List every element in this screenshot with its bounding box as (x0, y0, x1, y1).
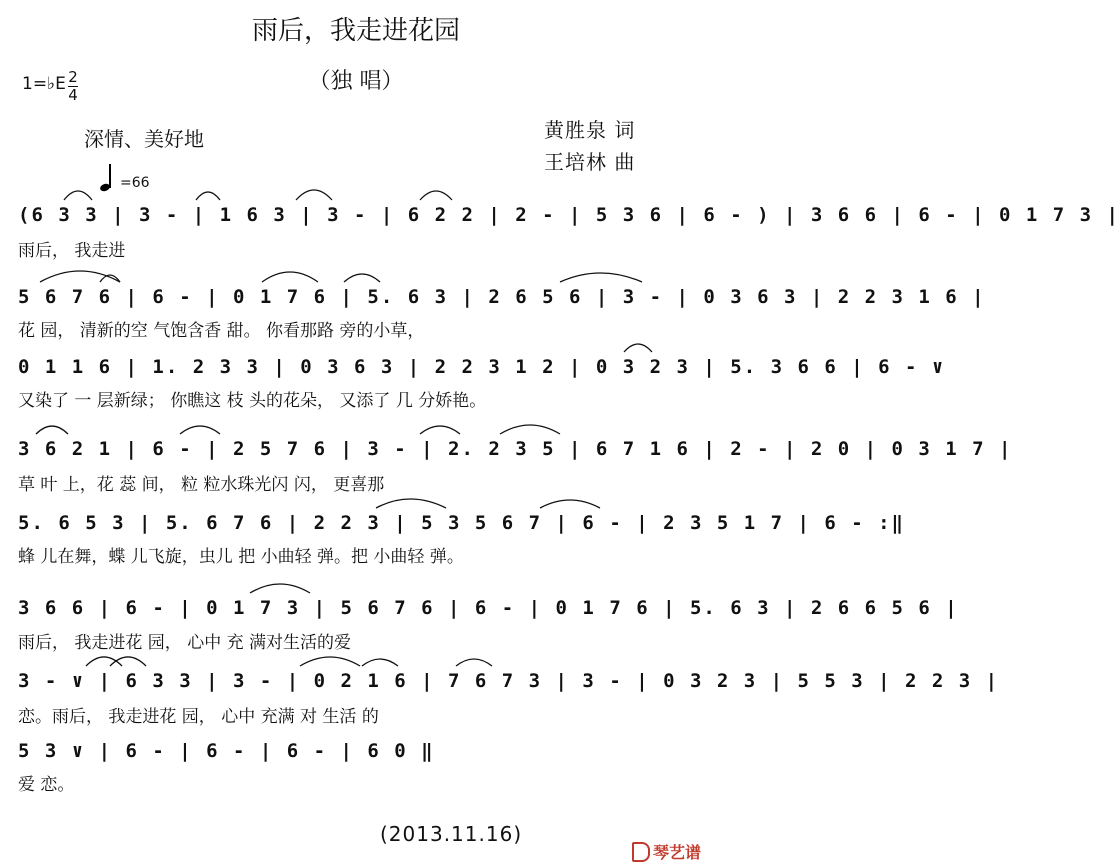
score-line-7-music: 3 - ∨ | 6 3 3 | 3 - | 0 2 1 6 | 7 6 7 3 | 3 - | 0 3 2 3 | 5 5 3 | 2 2 3 | (18, 670, 1000, 692)
key-signature: 1=♭E (22, 74, 66, 94)
lyricist-credit: 黄胜泉 词 (544, 118, 636, 142)
song-title: 雨后，我走进花园 (251, 16, 460, 46)
date-stamp: (2013.11.16) (380, 822, 523, 846)
score-line-8-music: 5 3 ∨ | 6 - | 6 - | 6 - | 6 0 ‖ (18, 740, 435, 762)
score-line-7-lyrics: 恋。雨后， 我走进花 园， 心中 充满 对 生活 的 (18, 707, 379, 727)
score-line-5-lyrics: 蜂 儿在舞，蝶 儿飞旋，虫儿 把 小曲轻 弹。把 小曲轻 弹。 (18, 547, 464, 567)
score-line-2-lyrics: 花 园， 清新的空 气饱含香 甜。 你看那路 旁的小草， (18, 321, 425, 341)
score-line-2-music: 5 6 7 6 | 6 - | 0 1 7 6 | 5. 6 3 | 2 6 5 6 | 3 - | 0 3 6 3 | 2 2 3 1 6 | (18, 286, 986, 308)
tempo-marking (100, 163, 150, 191)
composer-credit: 王培林 曲 (544, 150, 636, 174)
score-line-3-music: 0 1 1 6 | 1. 2 3 3 | 0 3 6 3 | 2 2 3 1 2 | 0 3 2 3 | 5. 3 6 6 | 6 - ∨ (18, 356, 946, 378)
time-signature-top: 2 (68, 68, 78, 86)
expression-marking: 深情、美好地 (84, 127, 204, 151)
score-line-1-lyrics: 雨后， 我走进 (18, 241, 126, 261)
time-signature (68, 70, 78, 103)
score-line-1-music: (6 3 3 | 3 - | 1 6 3 | 3 - | 6 2 2 | 2 - | 5 3 6 | 6 - ) | 3 6 6 | 6 - | 0 1 7 3 | (18, 204, 1120, 226)
score-line-5-music: 5. 6 5 3 | 5. 6 7 6 | 2 2 3 | 5 3 5 6 7 | 6 - | 2 3 5 1 7 | 6 - :‖ (18, 512, 905, 534)
subtitle: （独 唱） (308, 69, 404, 94)
tempo-value: =66 (120, 175, 150, 191)
score-line-4-lyrics: 草 叶 上，花 蕊 间， 粒 粒水珠光闪 闪， 更喜那 (18, 475, 385, 495)
score-line-6-music: 3 6 6 | 6 - | 0 1 7 3 | 5 6 7 6 | 6 - | 0 1 7 6 | 5. 6 3 | 2 6 6 5 6 | (18, 597, 959, 619)
piano-logo-icon (632, 842, 650, 862)
score-line-4-music: 3 6 2 1 | 6 - | 2 5 7 6 | 3 - | 2. 2 3 5 | 6 7 1 6 | 2 - | 2 0 | 0 3 1 7 | (18, 438, 1013, 460)
score-line-3-lyrics: 又染了 一 层新绿； 你瞧这 枝 头的花朵， 又添了 几 分娇艳。 (18, 391, 487, 411)
watermark-text: 琴艺谱 (653, 843, 702, 862)
score-line-8-lyrics: 爱 恋。 (18, 775, 75, 795)
time-signature-bottom: 4 (68, 86, 78, 104)
quarter-note-icon (100, 163, 118, 191)
watermark-logo (632, 840, 701, 863)
score-line-6-lyrics: 雨后， 我走进花 园， 心中 充 满对生活的爱 (18, 633, 352, 653)
